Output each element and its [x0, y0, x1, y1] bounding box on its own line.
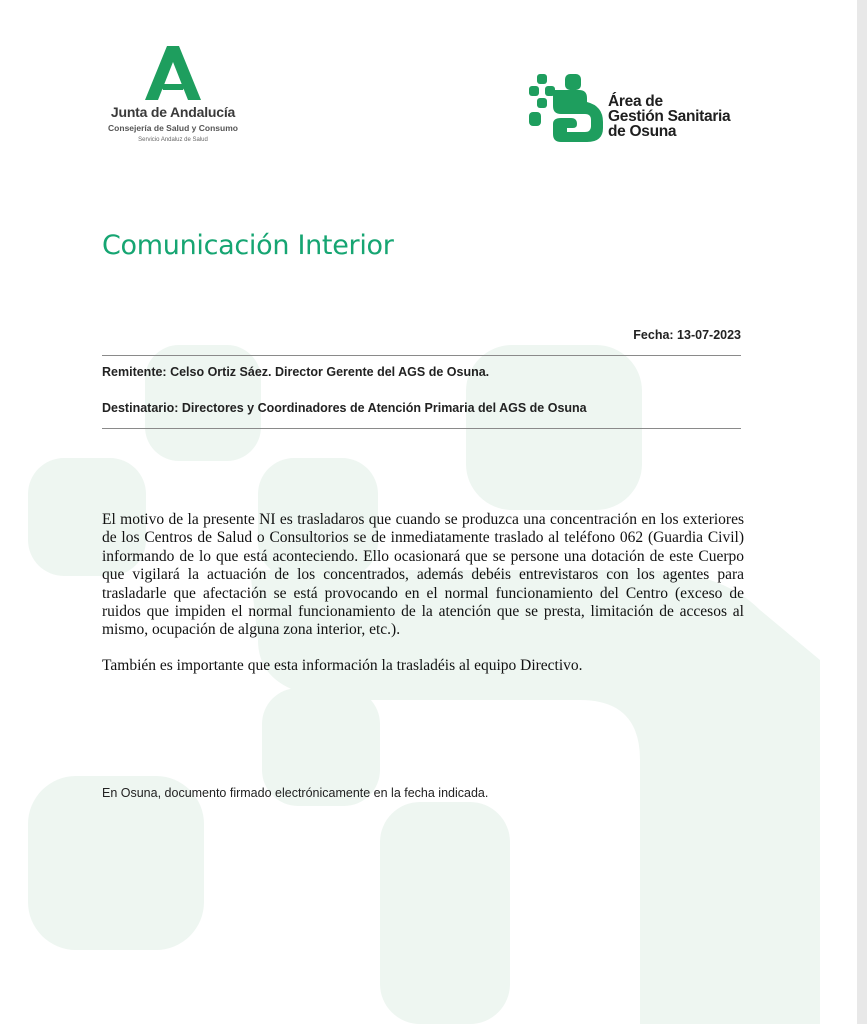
recipient: Destinatario: Directores y Coordinadores de Atención Primaria del AGS de Osuna [102, 401, 587, 415]
document-title: Comunicación Interior [102, 230, 394, 261]
junta-a-icon [143, 44, 203, 102]
document-body [102, 511, 744, 692]
page-edge [857, 0, 867, 1024]
sender: Remitente: Celso Ortiz Sáez. Director Gerente del AGS de Osuna. [102, 365, 490, 379]
ags-osuna-logo [527, 72, 767, 152]
junta-name: Junta de Andalucía [110, 104, 236, 120]
body-paragraph: También es importante que esta información la trasladéis al equipo Directivo. [102, 656, 583, 674]
junta-department: Consejería de Salud y Consumo [108, 123, 238, 133]
body-paragraph: El motivo de la presente NI es trasladaros que cuando se produzca una concentración en los exteriores de los Centros de Salud o Consultorios se de inmediatamente traslado al teléfono 062 (Guardia Civil) informando de lo que está aconteciendo. Ello ocasionará que se persone una dotación de este Cuerpo que vigilará la actuación de los concentrados, además debéis entrevistaros con los agentes para trasladarle que afectación se está provocando en el normal funcionamiento del Centro (exceso de ruidos que impiden el normal funcionamiento de la atención que se presta, limitación de accesos al mismo, ocupación de alguna zona interior, etc.). [102, 511, 744, 639]
ags-line-1: Área de [608, 93, 663, 110]
divider-top [102, 355, 741, 356]
signature-note: En Osuna, documento firmado electrónicamente en la fecha indicada. [102, 786, 489, 800]
ags-line-3: de Osuna [608, 123, 677, 140]
junta-logo [103, 44, 243, 143]
ags-mosaic-icon [527, 72, 603, 146]
document-date: Fecha: 13-07-2023 [633, 328, 741, 342]
ags-line-2: Gestión Sanitaria [608, 108, 731, 125]
junta-service: Servicio Andaluz de Salud [138, 137, 208, 143]
divider-bottom [102, 428, 741, 429]
ags-name [608, 94, 730, 139]
